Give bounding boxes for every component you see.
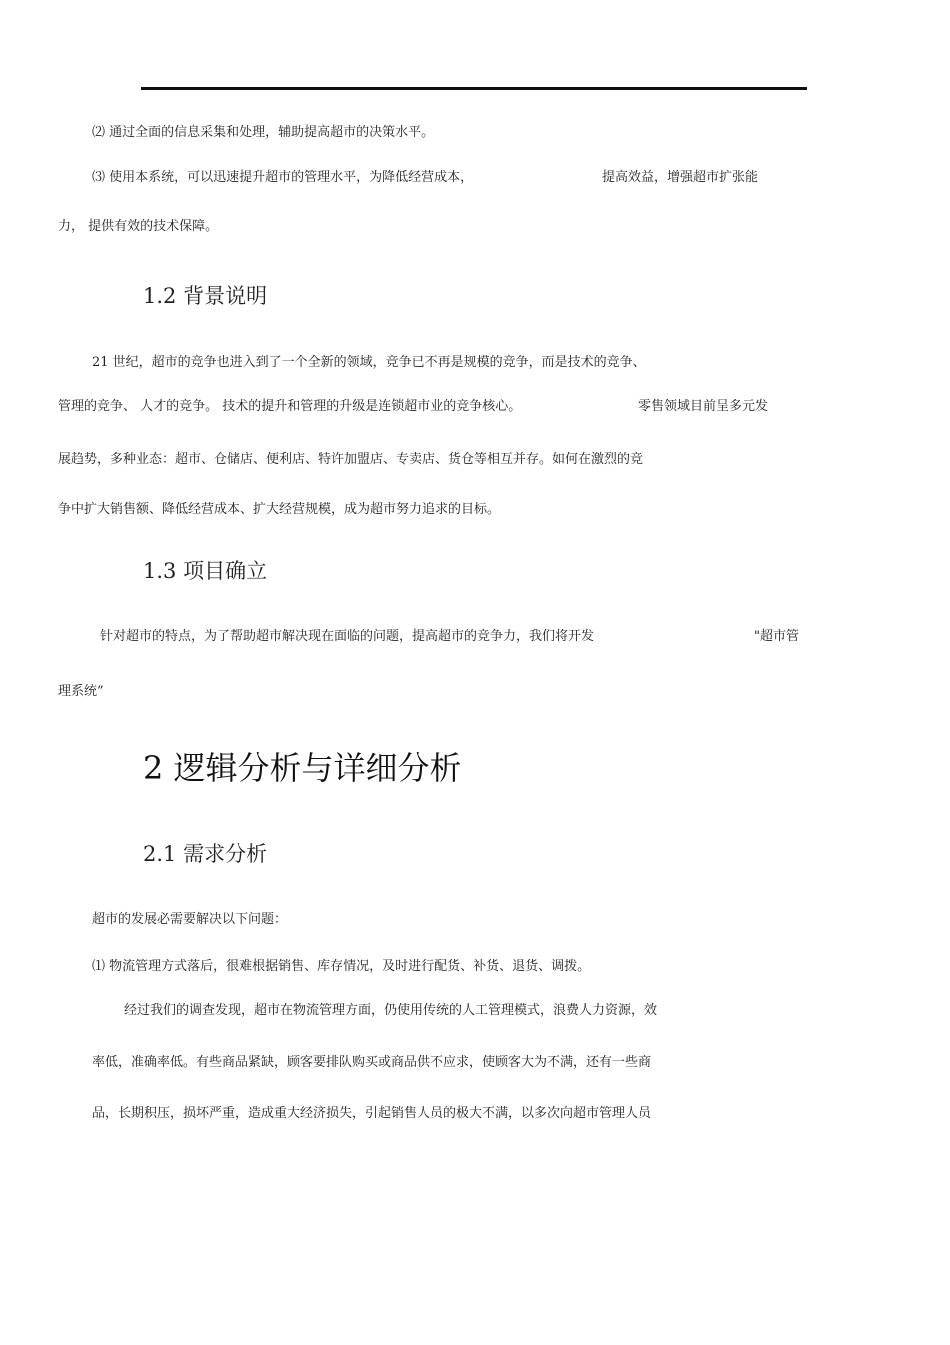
paragraph-goal-3-part3: 力， 提供有效的技术保障。	[58, 219, 219, 234]
paragraph-background-line1: 21 世纪，超市的竞争也进入到了一个全新的领域，竞争已不再是规模的竞争，而是技术的竞争、	[92, 355, 646, 370]
section-heading-1-2: 1.2 背景说明	[143, 284, 268, 308]
header-rule	[141, 87, 807, 90]
paragraph-requirement-1: ⑴ 物流管理方式落后，很难根据销售、库存情况，及时进行配货、补货、退货、调拨。	[92, 959, 591, 974]
paragraph-survey-line1: 经过我们的调查发现，超市在物流管理方面，仍使用传统的人工管理模式，浪费人力资源，效	[124, 1003, 658, 1018]
paragraph-background-line2: 管理的竞争、 人才的竞争。 技术的提升和管理的升级是连锁超市业的竞争核心。	[58, 399, 522, 414]
paragraph-goal-2: ⑵ 通过全面的信息采集和处理，辅助提高超市的决策水平。	[92, 125, 435, 140]
section-heading-2-1: 2.1 需求分析	[143, 842, 268, 866]
paragraph-background-line3: 展趋势，多种业态：超市、仓储店、便利店、特许加盟店、专卖店、货仓等相互并存。如何在激烈的竞	[58, 452, 644, 467]
paragraph-project-line1-tail: "超市管	[754, 629, 799, 644]
paragraph-goal-3-part2: 提高效益，增强超市扩张能	[602, 170, 759, 185]
paragraph-requirements-intro: 超市的发展必需要解决以下问题：	[92, 912, 288, 927]
chapter-heading-2: 2 逻辑分析与详细分析	[143, 749, 462, 787]
paragraph-project-line2: 理系统”	[58, 684, 104, 699]
section-heading-1-3: 1.3 项目确立	[143, 559, 268, 583]
paragraph-background-line4: 争中扩大销售额、降低经营成本、扩大经营规模，成为超市努力追求的目标。	[58, 502, 501, 517]
paragraph-background-line2-tail: 零售领域目前呈多元发	[638, 399, 769, 414]
paragraph-survey-line3: 品，长期积压，损坏严重，造成重大经济损失，引起销售人员的极大不满，以多次向超市管理人员	[92, 1106, 652, 1121]
paragraph-goal-3-part1: ⑶ 使用本系统，可以迅速提升超市的管理水平，为降低经营成本，	[92, 170, 474, 185]
paragraph-survey-line2: 率低，准确率低。有些商品紧缺，顾客要排队购买或商品供不应求，使顾客大为不满，还有一些商	[92, 1055, 652, 1070]
paragraph-project-line1: 针对超市的特点，为了帮助超市解决现在面临的问题，提高超市的竞争力，我们将开发	[100, 629, 595, 644]
